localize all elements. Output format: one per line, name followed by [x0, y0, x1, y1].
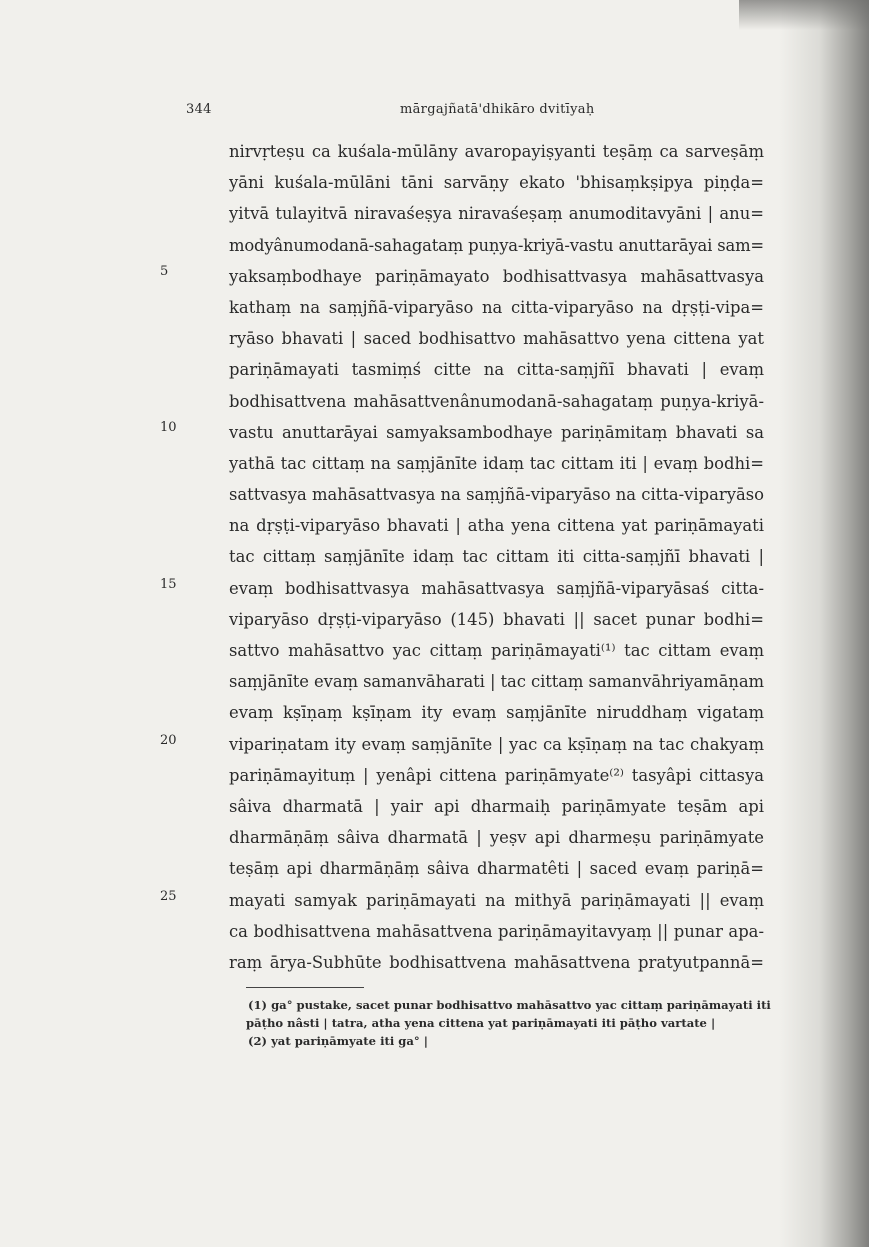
- text-line: na dṛṣṭi-viparyāso bhavati | atha yena cittena yat pariṇāmayati: [229, 516, 764, 536]
- text-line: raṃ ārya-Subhūte bodhisattvena mahāsattvena pratyutpannā=: [229, 952, 764, 972]
- line-number-15: 15: [160, 577, 177, 592]
- text-line: dharmāṇāṃ sâiva dharmatā | yeṣv api dharmeṣu pariṇāmyate: [229, 828, 764, 848]
- page-corner-shadow: [739, 0, 869, 30]
- page-number: 344: [186, 102, 212, 117]
- page-edge-shadow: [779, 0, 869, 1247]
- text-line: vipariṇatam ity evaṃ saṃjānīte | yac ca kṣīṇaṃ na tac chakyaṃ: [229, 734, 764, 754]
- text-line: yathā tac cittaṃ na saṃjānīte idaṃ tac cittam iti | evaṃ bodhi=: [229, 453, 764, 473]
- text-line: pariṇāmayati tasmiṃś citte na citta-saṃjñī bhavati | evaṃ: [229, 360, 764, 380]
- footnote-rule: [246, 987, 364, 988]
- text-line: sattvasya mahāsattvasya na saṃjñā-viparyāso na citta-viparyāso: [229, 485, 764, 505]
- text-line: yitvā tulayitvā niravaśeṣya niravaśeṣaṃ anumoditavyāni | anu=: [229, 204, 764, 224]
- text-line: yaksaṃbodhaye pariṇāmayato bodhisattvasya mahāsattvasya: [229, 266, 764, 286]
- text-line: ca bodhisattvena mahāsattvena pariṇāmayitavyaṃ || punar apa-: [229, 921, 764, 941]
- text-line: viparyāso dṛṣṭi-viparyāso (145) bhavati || sacet punar bodhi=: [229, 609, 764, 629]
- text-line: mayati samyak pariṇāmayati na mithyā pariṇāmayati || evaṃ: [229, 890, 764, 910]
- text-line: sâiva dharmatā | yair api dharmaiḥ pariṇāmyate teṣām api: [229, 796, 764, 816]
- line-number-10: 10: [160, 420, 177, 435]
- text-line: tac cittaṃ saṃjānīte idaṃ tac cittam iti citta-saṃjñī bhavati |: [229, 547, 764, 567]
- text-line: saṃjānīte evaṃ samanvāharati | tac cittaṃ samanvāhriyamāṇam: [229, 672, 764, 692]
- text-line: modyânumodanā-sahagataṃ puṇya-kriyā-vastu anuttarāyai sam=: [229, 235, 764, 255]
- line-number-5: 5: [160, 264, 169, 279]
- running-header: [186, 102, 746, 122]
- text-line: vastu anuttarāyai samyaksambodhaye pariṇāmitaṃ bhavati sa: [229, 422, 764, 442]
- running-title: mārgajñatā'dhikāro dvitīyaḥ: [400, 102, 595, 117]
- text-line: evaṃ kṣīṇaṃ kṣīṇam ity evaṃ saṃjānīte niruddhaṃ vigataṃ: [229, 703, 764, 723]
- text-line: bodhisattvena mahāsattvenânumodanā-sahagataṃ puṇya-kriyā-: [229, 391, 764, 411]
- footnote-2: (2) yat pariṇāmyate iti ga° |: [248, 1034, 428, 1048]
- text-line: ryāso bhavati | saced bodhisattvo mahāsattvo yena cittena yat: [229, 329, 764, 349]
- text-line: pariṇāmayituṃ | yenâpi cittena pariṇāmyate⁽²⁾ tasyâpi cittasya: [229, 765, 764, 785]
- text-line: nirvṛteṣu ca kuśala-mūlāny avaropayiṣyanti teṣāṃ ca sarveṣāṃ: [229, 142, 764, 161]
- footnote-1: (1) ga° pustake, sacet punar bodhisattvo mahāsattvo yac cittaṃ pariṇāmayati iti: [248, 998, 771, 1012]
- text-line: kathaṃ na saṃjñā-viparyāso na citta-viparyāso na dṛṣṭi-vipa=: [229, 297, 764, 317]
- line-number-25: 25: [160, 889, 177, 904]
- footnote-1-continued: pāṭho nâsti | tatra, atha yena cittena yat pariṇāmayati iti pāṭho vartate |: [246, 1016, 716, 1030]
- text-line: yāni kuśala-mūlāni tāni sarvāṇy ekato 'bhisaṃkṣipya piṇḍa=: [229, 173, 764, 193]
- main-text: [229, 136, 764, 978]
- text-line: evaṃ bodhisattvasya mahāsattvasya saṃjñā-viparyāsaś citta-: [229, 578, 764, 598]
- text-line: teṣāṃ api dharmāṇāṃ sâiva dharmatêti | saced evaṃ pariṇā=: [229, 859, 764, 879]
- line-number-20: 20: [160, 733, 177, 748]
- text-line: sattvo mahāsattvo yac cittaṃ pariṇāmayati⁽¹⁾ tac cittam evaṃ: [229, 641, 764, 660]
